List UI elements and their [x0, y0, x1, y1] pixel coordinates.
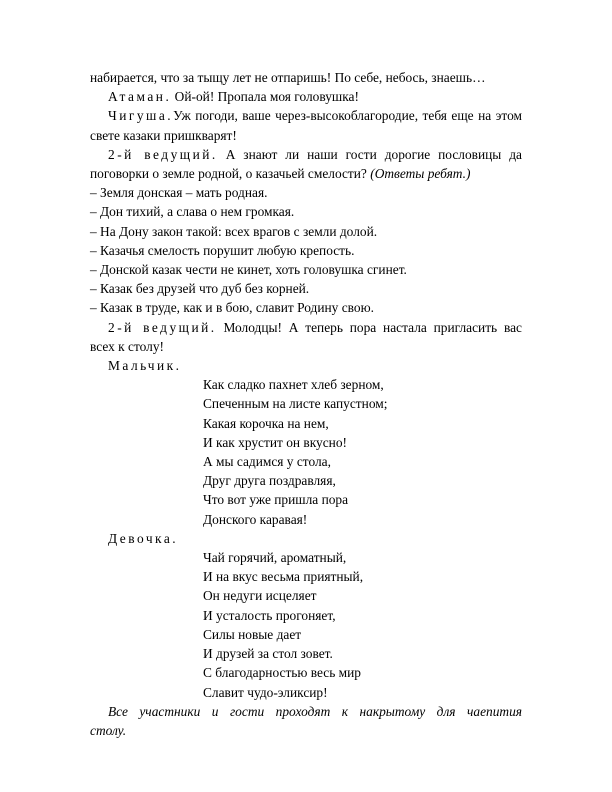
- proverb-item: – Дон тихий, а слава о нем громкая.: [90, 204, 295, 220]
- chigusha-text: Уж погоди, ваше через-высокоблагородие, тебя еще на этом свете казаки пришкварят!: [90, 108, 522, 143]
- stage-direction: Все участники и гости проходят к накрытому для чаепития столу.: [90, 703, 522, 738]
- proverbs-list: [90, 183, 522, 317]
- ataman-text: Ой-ой! Пропала моя головушка!: [171, 89, 359, 105]
- proverb-item: – На Дону закон такой: всех врагов с земли долой.: [90, 223, 378, 239]
- verse-line: С благодарностью весь мир: [203, 665, 362, 681]
- paragraph-ataman: [90, 87, 522, 106]
- proverb-item: – Донской казак чести не кинет, хоть головушка сгинет.: [90, 262, 407, 278]
- verse-line: Друг друга поздравляя,: [203, 473, 336, 489]
- paragraph-chigusha: [90, 106, 522, 144]
- speaker-ataman: Атаман.: [108, 89, 172, 105]
- host-2-text: А знают ли наши гости дорогие пословицы да поговорки о земле родной, о казачьей смелости?: [90, 146, 522, 182]
- speaker-girl: Девочка.: [108, 530, 179, 546]
- proverb-item: – Казак без друзей что дуб без корней.: [90, 281, 310, 297]
- paragraph-host-2-invite: [90, 318, 522, 356]
- verse-line: Чай горячий, ароматный,: [203, 550, 347, 566]
- speaker-host-2: 2-й ведущий.: [108, 146, 218, 162]
- opening-line: набирается, что за тыщу лет не отпаришь! По себе, небось, знаешь…: [90, 70, 486, 85]
- verse-line: Силы новые дает: [203, 626, 302, 642]
- speaker-boy: Мальчик.: [108, 358, 182, 374]
- verse-line: А мы садимся у стола,: [203, 454, 331, 470]
- verse-line: Он недуги исцеляет: [203, 588, 317, 604]
- host-2-invite-text: Молодцы! А теперь пора настала пригласить вас всех к столу!: [90, 319, 522, 354]
- verse-line: И на вкус весьма приятный,: [203, 569, 364, 585]
- proverb-item: – Земля донская – мать родная.: [90, 185, 268, 201]
- verse-line: И усталость прогоняет,: [203, 607, 336, 623]
- host-2-note: (Ответы ребят.): [370, 166, 471, 182]
- proverb-item: – Казачья смелость порушит любую крепость.: [90, 242, 355, 258]
- verse-line: Спеченным на листе капустном;: [203, 396, 388, 412]
- verse-line: Какая корочка на нем,: [203, 415, 329, 431]
- verse-line: Славит чудо-эликсир!: [203, 684, 328, 700]
- girl-verse: [203, 548, 522, 702]
- verse-line: И друзей за стол зовет.: [203, 646, 333, 662]
- speaker-chigusha: Чигуша.: [108, 108, 174, 124]
- proverb-item: – Казак в труде, как и в бою, славит Родину свою.: [90, 300, 374, 316]
- verse-line: Как сладко пахнет хлеб зерном,: [203, 377, 384, 393]
- verse-line: Что вот уже пришла пора: [203, 492, 349, 508]
- paragraph-host-2-proverbs: [90, 145, 522, 183]
- speaker-host-2-invite: 2-й ведущий.: [108, 319, 217, 335]
- verse-line: Донского каравая!: [203, 511, 308, 527]
- boy-verse: [203, 375, 522, 529]
- text-body: [90, 68, 522, 740]
- verse-line: И как хрустит он вкусно!: [203, 434, 347, 450]
